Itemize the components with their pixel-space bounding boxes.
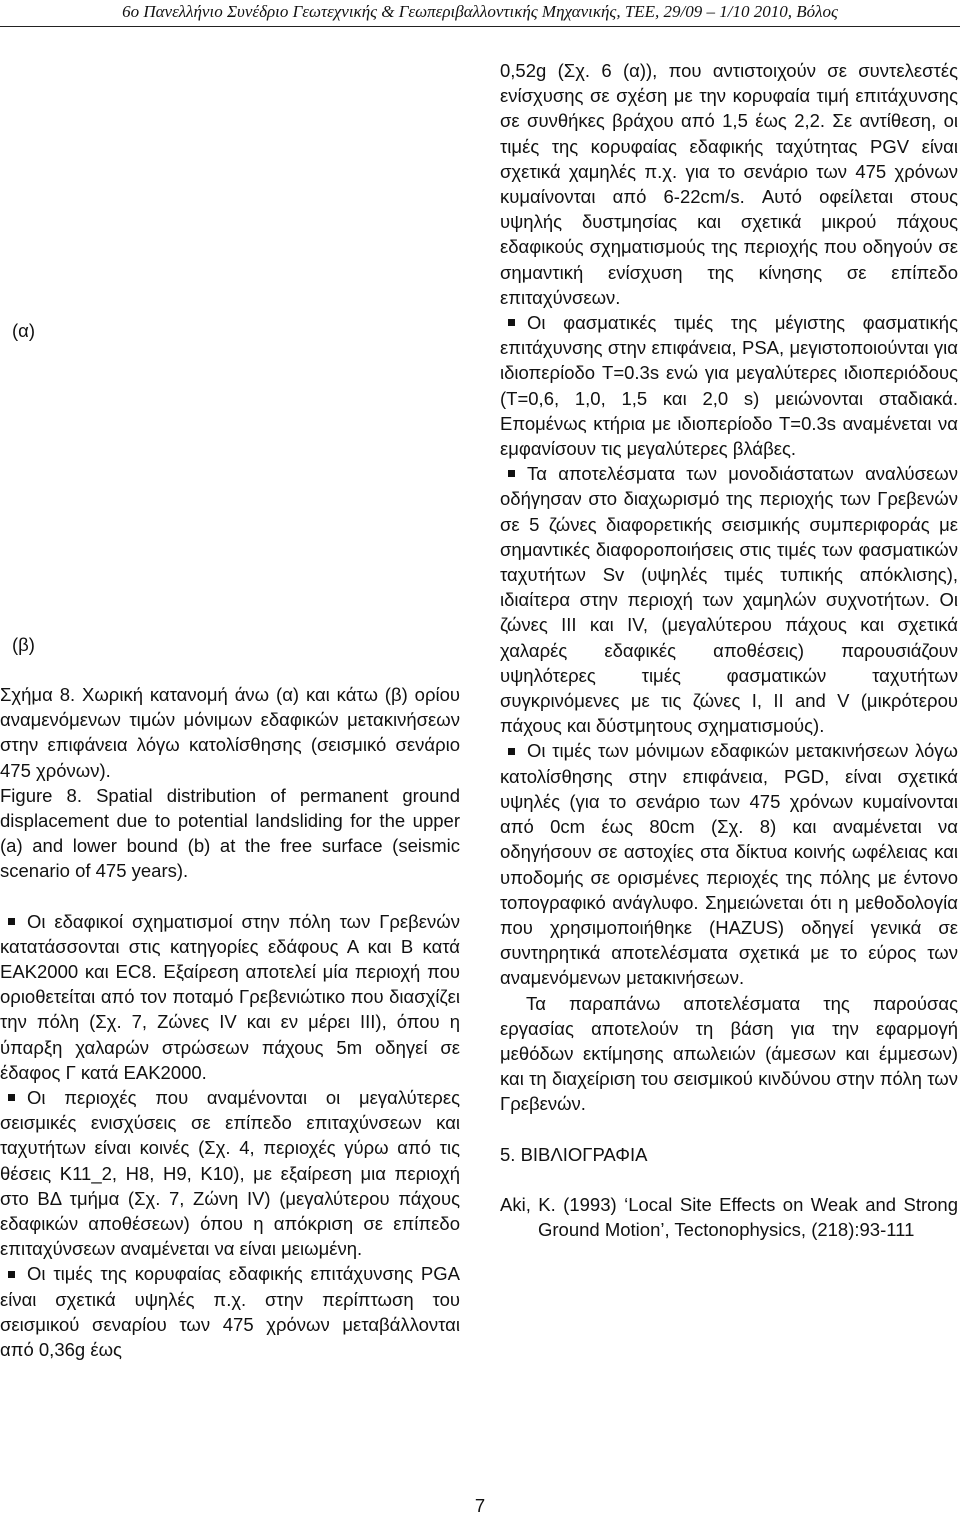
figure-caption-english: Figure 8. Spatial distribution of permanent ground displacement due to potential landsliding for the upper (a) and lower bound (b) at the free surface (seismic scenario of 475 years). (0, 784, 460, 882)
square-bullet-icon (8, 918, 15, 925)
bullet-text: Οι εδαφικοί σχηματισμοί στην πόλη των Γρεβενών κατατάσσονται στις κατηγορίες εδάφους Α και Β κατά ΕΑΚ2000 και EC8. Εξαίρεση αποτελεί μία περιοχή που οριοθετείται από τον ποταμό Γρεβενιώτικο που διασχίζει την πόλη (Σχ. 7, Ζώνες IV και εν μέρει III), όπου η ύπαρξη χαλαρών στρώσεων πάχους 5m οδηγεί σε έδαφος Γ κατά ΕΑΚ2000. (0, 910, 460, 1083)
bullet-item (0, 909, 460, 1085)
square-bullet-icon (8, 1094, 15, 1101)
left-column (0, 682, 460, 1362)
right-column (500, 58, 958, 1242)
square-bullet-icon (508, 319, 515, 326)
figure-label-b: (β) (12, 634, 35, 655)
closing-paragraph: Τα παραπάνω αποτελέσματα της παρούσας εργασίας αποτελούν τη βάση για την εφαρμογή μεθόδων εκτίμησης απωλειών (άμεσων και έμμεσων) και τη διαχείριση του σεισμικού κινδύνου στην πόλη των Γρεβενών. (500, 992, 958, 1115)
header-rule (0, 26, 960, 27)
bullet-item (500, 461, 958, 738)
spacer (500, 1117, 958, 1142)
reference-item: Aki, K. (1993) ‘Local Site Effects on Weak and Strong Ground Motion’, Tectonophysics, (218):93-111 (500, 1193, 958, 1240)
page-number: 7 (474, 1495, 486, 1516)
bullet-text: Οι περιοχές που αναμένονται οι μεγαλύτερες σεισμικές ενισχύσεις σε επίπεδο επιταχύνσεων και ταχυτήτων είναι κοινές (Σχ. 4, περιοχές γύρω από τις θέσεις Κ11_2, Η8, Η9, Κ10), με εξαίρεση μια περιοχή στο ΒΔ τμήμα (Σχ. 7, Ζώνη IV) (μεγαλύτερου πάχους εδαφικών αποθέσεων) όπου η απόκριση σε επίπεδο επιταχύνσεων αναμένεται να είναι μειωμένη. (0, 1087, 460, 1260)
continued-paragraph: 0,52g (Σχ. 6 (α)), που αντιστοιχούν σε συντελεστές ενίσχυσης σε σχέση με την κορυφαία τιμή επιτάχυνσης σε συνθήκες βράχου από 1,5 έως 2,2. Σε αντίθεση, οι τιμές της κορυφαίας εδαφικής ταχύτητας PGV είναι σχετικά χαμηλές π.χ. για το σενάριο των 475 χρόνων κυμαίνονται από 6-22cm/s. Αυτό οφείλεται στους υψηλής δυστμησίας και σχετικά μικρού πάχους εδαφικούς σχηματισμούς της περιοχής που οδηγούν σε σημαντική ενίσχυση της κίνησης σε επίπεδο επιταχύνσεων. (500, 60, 958, 308)
bullet-item (500, 310, 958, 461)
bullet-text: Οι τιμές των μόνιμων εδαφικών μετακινήσεων λόγω κατολίσθησης στην επιφάνεια, PGD, είναι σχετικά υψηλές (για το σενάριο των 475 χρόνων κυμαίνονται από 0cm έως 80cm (Σχ. 8) και αναμένεται να οδηγήσουν σε αστοχίες στα δίκτυα κοινής ωφέλειας και υποδομής σε ορισμένες περιοχές της πόλης με έντονο τοπογραφικό ανάγλυφο. Σημειώνεται ότι η μεθοδολογία που χρησιμοποιήθηκε (HAZUS) οδηγεί γενικά σε συντηρητικά αποτελέσματα σχετικά με το εύρος των αναμενόμενων μετακινήσεων. (500, 740, 958, 989)
bullet-item (0, 1261, 460, 1362)
square-bullet-icon (8, 1271, 15, 1278)
figure-label-a: (α) (12, 320, 36, 341)
bullet-item (500, 738, 958, 990)
spacer (500, 1167, 958, 1192)
bullet-text: Οι τιμές της κορυφαίας εδαφικής επιτάχυνσης PGA είναι σχετικά υψηλές π.χ. στην περίπτωση του σεισμικού σεναρίου των 475 χρόνων μεταβάλλονται από 0,36g έως (0, 1263, 460, 1361)
figure-caption-greek: Σχήμα 8. Χωρική κατανομή άνω (α) και κάτω (β) ορίου αναμενόμενων τιμών μόνιμων εδαφικών μετακινήσεων στην επιφάνεια λόγω κατολίσθησης (σεισμικό σενάριο 475 χρόνων). (0, 684, 460, 781)
bullet-item (0, 1085, 460, 1261)
spacer (0, 884, 460, 909)
square-bullet-icon (508, 470, 515, 477)
references-heading: 5. ΒΙΒΛΙΟΓΡΑΦΙΑ (500, 1143, 648, 1165)
bullet-text: Τα αποτελέσματα των μονοδιάστατων αναλύσεων οδήγησαν στο διαχωρισμό της περιοχής των Γρεβενών σε 5 ζώνες διαφορετικής σεισμικής συμπεριφοράς με σημαντικές διαφοροποιήσεις στις τιμές των φασματικών ταχυτήτων Sv (υψηλές τιμές τυπικής απόκλισης), ιδιαίτερα στην περιοχή των χαμηλών συχνοτήτων. Οι ζώνες III και IV, (μεγαλύτερου πάχους και σχετικά χαλαρές εδαφικές αποθέσεις) παρουσιάζουν υψηλότερες τιμές φασματικών ταχυτήτων συγκρινόμενες με τις ζώνες I, II and V (μικρότερου πάχους και δύστμητους σχηματισμούς). (500, 463, 958, 737)
bullet-text: Οι φασματικές τιμές της μέγιστης φασματικής επιτάχυνσης στην επιφάνεια, PSA, μεγιστοποιούνται για ιδιοπερίοδο T=0.3s ενώ για μεγαλύτερες ιδιοπεριόδους (T=0,6, 1,0, 1,5 και 2,0 s) μειώνονται σταδιακά. Επομένως κτήρια με ιδιοπερίοδο T=0.3s αναμένεται να εμφανίσουν τις μεγαλύτερες βλάβες. (500, 312, 958, 460)
running-header: 6ο Πανελλήνιο Συνέδριο Γεωτεχνικής & Γεωπεριβαλλοντικής Μηχανικής, ΤΕΕ, 29/09 – 1/10 2010, Βόλος (122, 2, 838, 21)
square-bullet-icon (508, 748, 515, 755)
